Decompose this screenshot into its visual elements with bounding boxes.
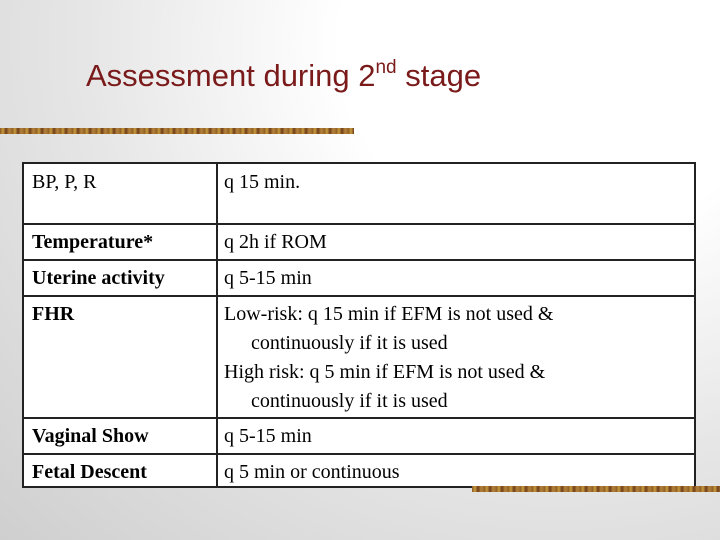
table-row [24, 164, 694, 223]
title-rest: stage [396, 58, 482, 93]
slide-title [86, 58, 481, 94]
assessment-table [22, 162, 696, 488]
row-label: Vaginal Show [32, 425, 149, 447]
value-line: continuously if it is used [251, 390, 448, 412]
row-label: Fetal Descent [32, 461, 147, 483]
row-value: q 2h if ROM [224, 231, 327, 253]
value-line: High risk: q 5 min if EFM is not used & [224, 361, 546, 383]
title-superscript: nd [375, 56, 397, 78]
table-row [24, 223, 694, 259]
row-value: q 5-15 min [224, 425, 312, 447]
table-row [24, 295, 694, 417]
row-value: q 5 min or continuous [224, 461, 400, 483]
value-line: continuously if it is used [251, 332, 448, 354]
table-row [24, 259, 694, 295]
row-label: Uterine activity [32, 267, 165, 289]
row-label: FHR [32, 303, 75, 325]
title-main: Assessment during 2 [86, 58, 376, 93]
decorative-rule-top [0, 128, 354, 134]
table-row [24, 453, 694, 488]
row-label: Temperature* [32, 231, 154, 253]
row-value: q 5-15 min [224, 267, 312, 289]
row-value [224, 300, 553, 416]
decorative-rule-bottom [472, 486, 720, 492]
table-row [24, 417, 694, 453]
row-value: q 15 min. [224, 171, 301, 193]
row-label: BP, P, R [32, 171, 97, 193]
value-line: Low-risk: q 15 min if EFM is not used & [224, 303, 554, 325]
